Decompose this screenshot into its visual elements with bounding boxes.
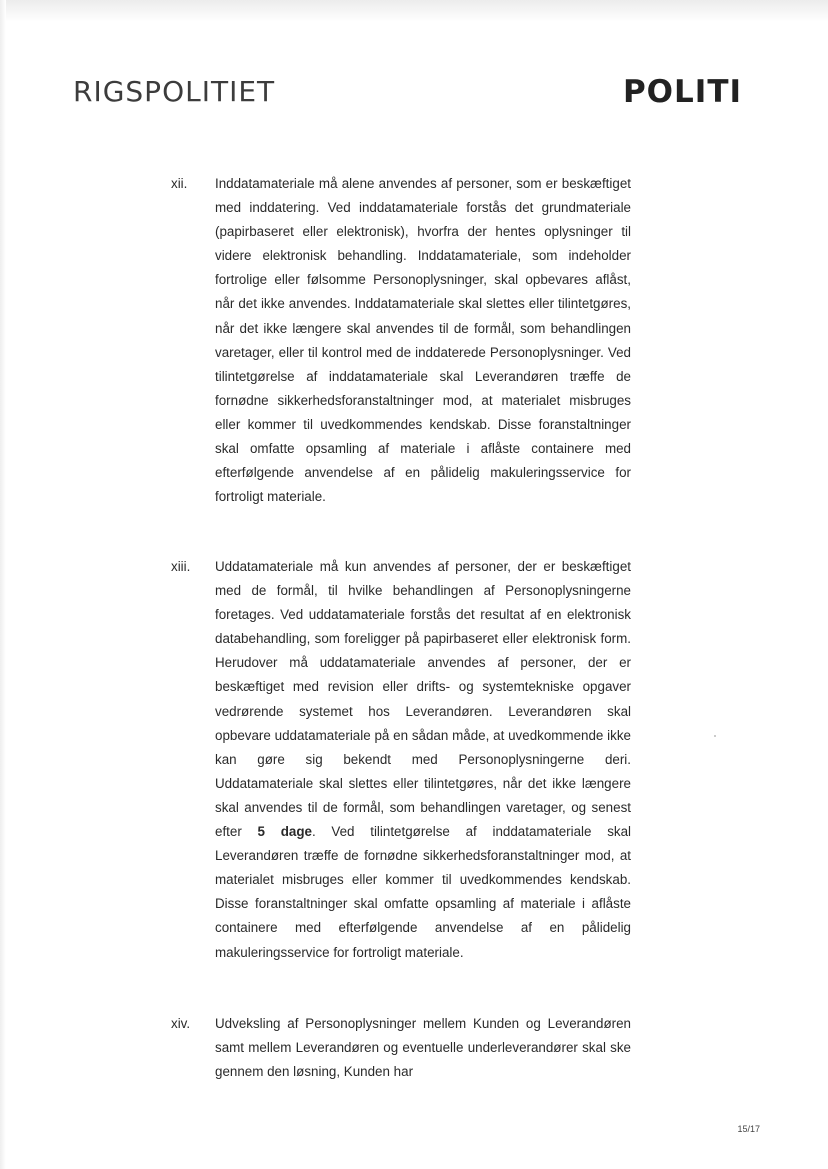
politi-logo: POLITI (622, 74, 742, 110)
page-number: 15/17 (737, 1124, 760, 1134)
section-number: xiii. (171, 559, 191, 574)
section-paragraph (215, 555, 631, 965)
section-number: xii. (171, 176, 188, 191)
scan-speck (714, 735, 716, 737)
organization-title: RIGSPOLITIET (73, 75, 276, 108)
paragraph-text: . Ved tilintetgørelse af inddatamateriale skal Leverandøren træffe de fornødne sikkerhedsforanstaltninger mod, at materialet misbruges eller kommer til uvedkommendes kendskab. Disse foranstaltninger skal omfatte opsamling af materiale i aflåste containere med efterfølgende anvendelse af en pålidelig makuleringsservice for fortroligt materiale. (215, 824, 632, 960)
section-paragraph: Udveksling af Personoplysninger mellem Kunden og Leverandøren samt mellem Leverandøren og eventuelle underleverandører skal ske gennem den løsning, Kunden har (215, 1016, 631, 1080)
section-number: xiv. (171, 1016, 191, 1031)
bold-deadline: 5 dage (257, 824, 312, 840)
paragraph-text: Uddatamateriale må kun anvendes af personer, der er beskæftiget med de formål, til hvilke behandlingen af Personoplysningerne foretages. Ved uddatamateriale forstås det resultat af en elektronisk databehandling, som foreligger på papirbaseret eller elektronisk form. Herudover må uddatamateriale anvendes af personer, der er beskæftiget med revision eller drifts- og systemtekniske opgaver vedrørende systemet hos Leverandøren. Leverandøren skal opbevare uddatamateriale på en sådan måde, at uvedkommende ikke kan gøre sig bekendt med Personoplysningerne deri. Uddatamateriale skal slettes eller tilintetgøres, når det ikke længere skal anvendes til de formål, som behandlingen varetager, og senest efter (215, 559, 631, 840)
section-paragraph: Inddatamateriale må alene anvendes af personer, som er beskæftiget med inddatering. Ved inddatamateriale forstås det grundmateriale (papirbaseret eller elektronisk), hvorfra der hentes oplysninger til videre elektronisk behandling. Inddatamateriale, som indeholder fortrolige eller følsomme Personoplysninger, skal opbevares aflåst, når det ikke anvendes. Inddatamateriale skal slettes eller tilintetgøres, når det ikke længere skal anvendes til de formål, som behandlingen varetager, eller til kontrol med de inddaterede Personoplysninger. Ved tilintetgørelse af inddatamateriale skal Leverandøren træffe de fornødne sikkerhedsforanstaltninger mod, at materialet misbruges eller kommer til uvedkommendes kendskab. Disse foranstaltninger skal omfatte opsamling af materiale i aflåste containere med efterfølgende anvendelse af en pålidelig makuleringsservice for fortroligt materiale. (215, 176, 631, 505)
scan-shadow-left (0, 0, 6, 1169)
scan-shadow-top (0, 0, 828, 22)
